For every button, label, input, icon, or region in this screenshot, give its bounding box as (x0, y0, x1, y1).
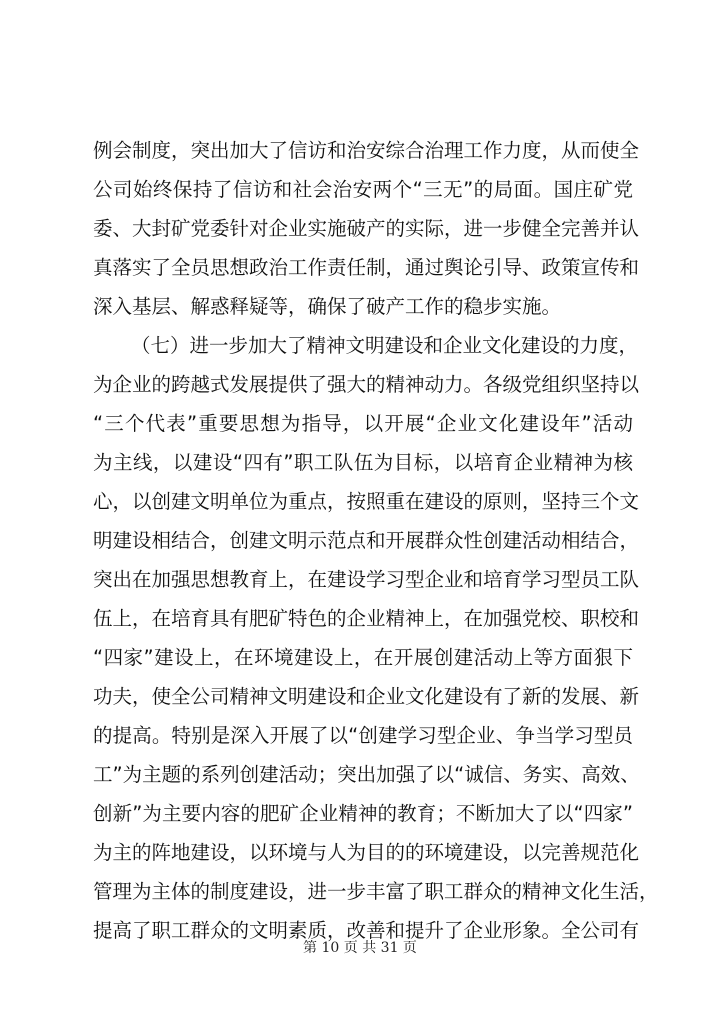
paragraph-2-line-1: （七）进一步加大了精神文明建设和企业文化建设的力度， (131, 334, 639, 357)
paragraph-2-line-7: 突出在加强思想教育上，在建设学习型企业和培育学习型员工队 (93, 568, 640, 591)
paragraph-2-line-6: 明建设相结合，创建文明示范点和开展群众性创建活动相结合， (93, 529, 640, 552)
paragraph-2-line-9: “四家”建设上，在环境建设上，在开展创建活动上等方面狠下 (93, 646, 633, 669)
paragraph-2-line-5: 心，以创建文明单位为重点，按照重在建设的原则，坚持三个文 (93, 490, 640, 513)
paragraph-2-line-3: “三个代表”重要思想为指导，以开展“企业文化建设年”活动 (93, 412, 633, 435)
paragraph-1-line-4: 真落实了全员思想政治工作责任制，通过舆论引导、政策宣传和 (93, 256, 640, 279)
paragraph-2-line-8: 伍上，在培育具有肥矿特色的企业精神上，在加强党校、职校和 (93, 607, 640, 630)
paragraph-1-line-1: 例会制度，突出加大了信访和治安综合治理工作力度，从而使全 (93, 139, 640, 162)
paragraph-2-line-4: 为主线，以建设“四有”职工队伍为目标，以培育企业精神为核 (93, 451, 633, 474)
paragraph-2-line-16: 提高了职工群众的文明素质，改善和提升了企业形象。全公司有 (93, 919, 640, 942)
paragraph-2-line-2: 为企业的跨越式发展提供了强大的精神动力。各级党组织坚持以 (93, 373, 640, 396)
paragraph-2-line-15: 管理为主体的制度建设，进一步丰富了职工群众的精神文化生活， (93, 880, 659, 903)
paragraph-2-line-14: 为主的阵地建设，以环境与人为目的的环境建设，以完善规范化 (93, 841, 640, 864)
paragraph-2-line-12: 工”为主题的系列创建活动；突出加强了以“诚信、务实、高效、 (93, 763, 640, 786)
paragraph-2-line-10: 功夫，使全公司精神文明建设和企业文化建设有了新的发展、新 (93, 685, 640, 708)
paragraph-1-line-2: 公司始终保持了信访和社会治安两个“三无”的局面。国庄矿党 (93, 178, 633, 201)
page-number-footer: 第 10 页 共 31 页 (303, 940, 417, 956)
paragraph-1-line-3: 委、大封矿党委针对企业实施破产的实际，进一步健全完善并认 (93, 217, 640, 240)
paragraph-2-line-13: 创新”为主要内容的肥矿企业精神的教育；不断加大了以“四家” (93, 802, 633, 825)
paragraph-1-line-5: 深入基层、解惑释疑等，确保了破产工作的稳步实施。 (93, 295, 562, 318)
paragraph-2-line-11: 的提高。特别是深入开展了以“创建学习型企业、争当学习型员 (93, 724, 633, 747)
